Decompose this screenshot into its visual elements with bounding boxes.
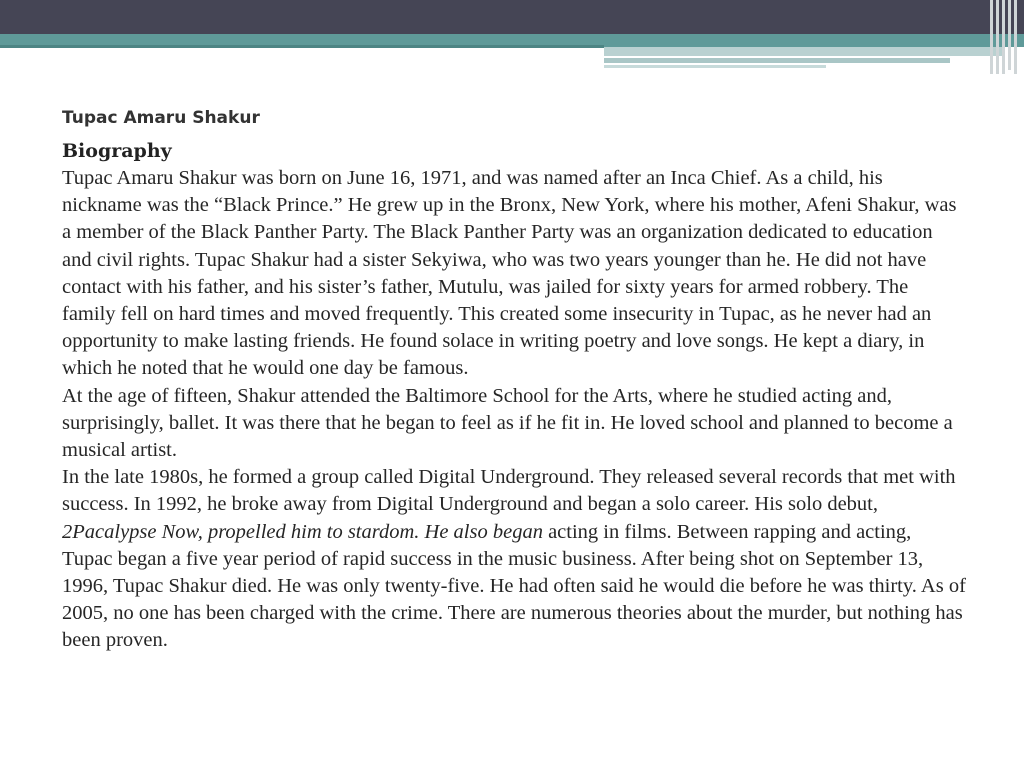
paragraph-education: At the age of fifteen, Shakur attended the Baltimore School for the Arts, where he studied acting and, surprisingly, ballet. It was there that he began to feel as if he fit in. He loved school and planned to become a musical artist.: [62, 384, 953, 462]
section-heading: Biography: [62, 140, 172, 162]
album-title-italic: 2Pacalypse Now, propelled him to stardom. He also began: [62, 520, 543, 543]
paragraph-early-life: Tupac Amaru Shakur was born on June 16, 1971, and was named after an Inca Chief. As a child, his nickname was the “Black Prince.” He grew up in the Bronx, New York, where his mother, Afeni Shakur, was a member of the Black Panther Party. The Black Panther Party was an organization dedicated to education and civil rights. Tupac Shakur had a sister Sekyiwa, who was two years younger than he. He did not have contact with his father, and his sister’s father, Mutulu, was jailed for sixty years for armed robbery. The family fell on hard times and moved frequently. This created some insecurity in Tupac, as he never had an opportunity to make lasting friends. He found solace in writing poetry and love songs. He kept a diary, in which he noted that he would one day be famous.: [62, 167, 957, 380]
career-text-start: In the late 1980s, he formed a group called Digital Underground. They released several records that met with success. In 1992, he broke away from Digital Underground and began a solo career. His solo debut,: [62, 466, 956, 516]
header-stripes: [986, 0, 1024, 74]
slide-content: [62, 106, 966, 655]
slide-title: Tupac Amaru Shakur: [62, 108, 260, 128]
header-teal-underline: [0, 45, 604, 48]
career-text-end: acting in films. Between rapping and acting, Tupac began a five year period of rapid success in the music business. After being shot on September 13, 1996, Tupac Shakur died. He was only twenty-five. He had often said he would die before he was thirty. As of 2005, no one has been charged with the crime. There are numerous theories about the murder, but nothing has been proven.: [62, 520, 966, 652]
header-accent-bar: [604, 65, 826, 68]
paragraph-career: [62, 464, 966, 654]
header-dark-band: [0, 0, 1024, 34]
header-accent-bar: [604, 58, 950, 63]
header-accent-bar: [604, 47, 1004, 56]
